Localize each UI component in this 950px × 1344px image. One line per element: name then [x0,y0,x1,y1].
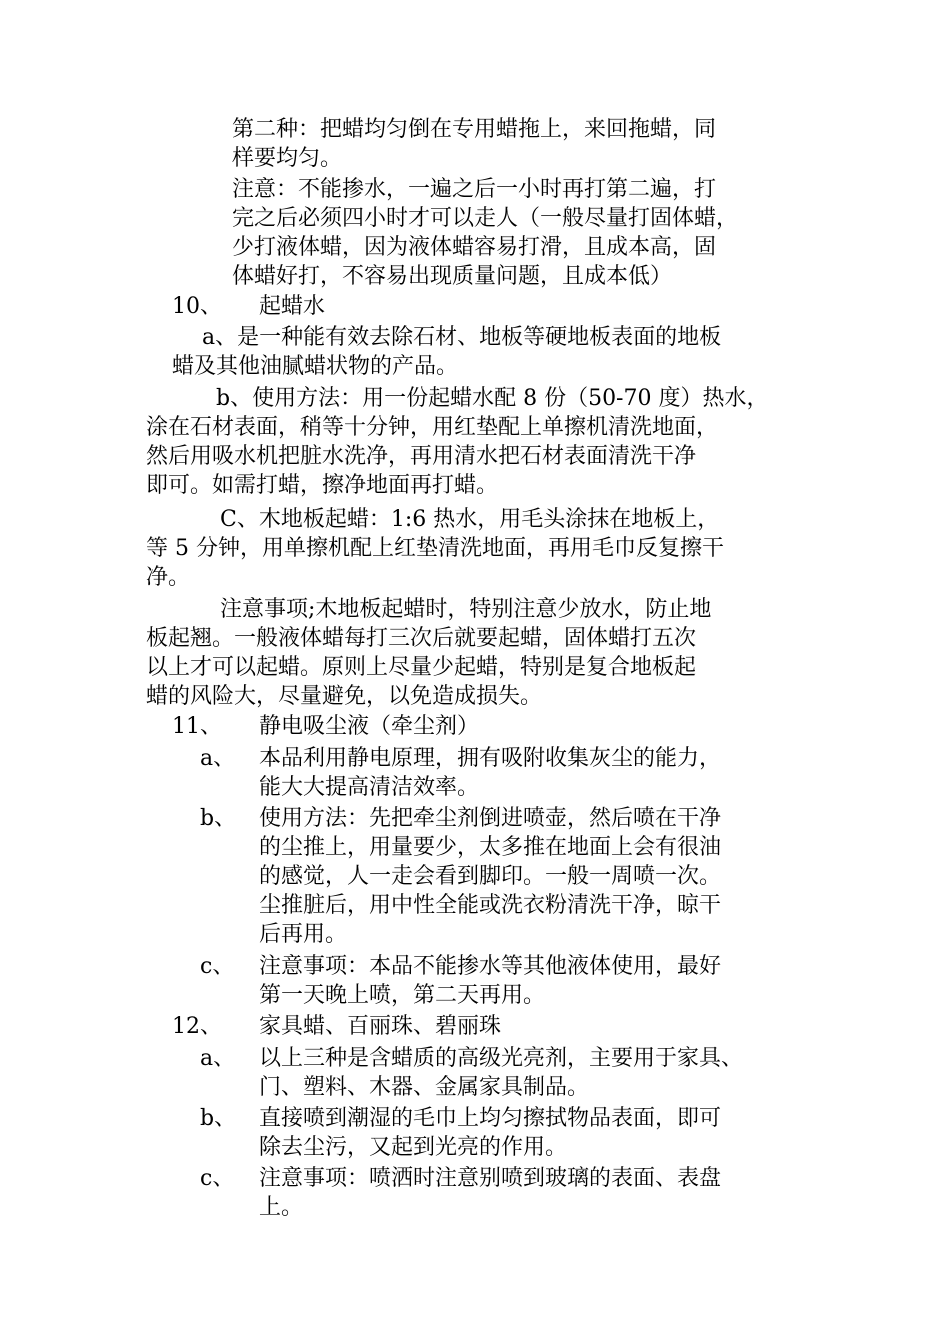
text-line: 板起翘。一般液体蜡每打三次后就要起蜡，固体蜡打五次 [146,626,697,651]
text-line: b、使用方法：用一份起蜡水配 8 份（50-70 度）热水， [216,386,769,411]
text-line: 尘推脏后，用中性全能或洗衣粉清洗干净，晾干 [259,893,722,918]
text-line: 注意事项：本品不能掺水等其他液体使用，最好 [259,954,722,979]
section-12-item-c [259,1164,721,1222]
text-line: 后再用。 [259,922,348,947]
text-line: 涂在石材表面，稍等十分钟，用红垫配上单擦机清洗地面， [146,415,719,440]
section-10-para-a [172,323,721,381]
text-line: 即可。如需打蜡，擦净地面再打蜡。 [146,473,499,498]
section-12-item-c-marker: c、 [200,1166,235,1191]
text-line: 蜡及其他油腻蜡状物的产品。 [172,354,459,379]
text-line: 注意事项;木地板起蜡时，特别注意少放水，防止地 [220,597,712,622]
section-10-title: 起蜡水 [259,294,326,319]
text-line: 使用方法：先把牵尘剂倒进喷壶，然后喷在干净 [259,806,722,831]
section-11-item-a-marker: a、 [200,746,236,771]
section-12-number: 12、 [172,1014,222,1039]
section-10-note [146,595,711,711]
text-line: 的尘推上，用量要少，太多推在地面上会有很油 [259,835,722,860]
section-11-item-a [259,744,721,802]
text-line: 注意事项：喷洒时注意别喷到玻璃的表面、表盘 [259,1166,722,1191]
text-line: 除去尘污，又起到光亮的作用。 [259,1135,568,1160]
text-line: 能大大提高清洁效率。 [259,775,480,800]
text-line: 少打液体蜡，因为液体蜡容易打滑，且成本高，固 [232,235,717,260]
text-line: 门、塑料、木器、金属家具制品。 [259,1075,590,1100]
text-line: 体蜡好打，不容易出现质量问题，且成本低） [232,264,673,289]
wax-note [232,175,738,291]
text-line: 以上才可以起蜡。原则上尽量少起蜡，特别是复合地板起 [146,655,697,680]
text-line: 完之后必须四小时才可以走人（一般尽量打固体蜡， [232,206,739,231]
text-line: 本品利用静电原理，拥有吸附收集灰尘的能力， [259,746,722,771]
text-line: 然后用吸水机把脏水洗净，再用清水把石材表面清洗干净 [146,444,697,469]
text-line: 以上三种是含蜡质的高级光亮剂，主要用于家具、 [259,1046,744,1071]
section-12-item-a [259,1044,743,1102]
section-12-item-a-marker: a、 [200,1046,236,1071]
text-line: 的感觉，人一走会看到脚印。一般一周喷一次。 [259,864,722,889]
text-line: 蜡的风险大，尽量避免，以免造成损失。 [146,684,543,709]
text-line: 样要均匀。 [232,146,343,171]
text-line: 上。 [259,1195,304,1220]
text-line: 净。 [146,565,191,590]
wax-method-two [232,115,716,173]
text-line: 注意：不能掺水，一遍之后一小时再打第二遍，打 [232,177,717,202]
text-line: 等 5 分钟，用单擦机配上红垫清洗地面，再用毛巾反复擦干 [146,536,724,561]
section-11-item-c [259,952,721,1010]
section-11-item-c-marker: c、 [200,954,235,979]
section-12-title: 家具蜡、百丽珠、碧丽珠 [259,1014,502,1039]
text-line: 第一天晚上喷，第二天再用。 [259,983,546,1008]
text-line: 第二种：把蜡均匀倒在专用蜡拖上，来回拖蜡，同 [232,117,717,142]
section-10-para-c [146,505,724,592]
section-11-number: 11、 [172,714,222,739]
section-11-item-b-marker: b、 [200,806,237,831]
text-line: C、木地板起蜡：1:6 热水，用毛头涂抹在地板上， [220,507,720,532]
section-10-para-b [146,384,768,500]
text-line: 直接喷到潮湿的毛巾上均匀擦拭物品表面，即可 [259,1106,722,1131]
section-11-item-b [259,804,721,949]
text-line: a、是一种能有效去除石材、地板等硬地板表面的地板 [202,325,722,350]
section-11-title: 静电吸尘液（牵尘剂） [259,714,480,739]
section-12-item-b [259,1104,721,1162]
section-10-number: 10、 [172,294,222,319]
section-12-item-b-marker: b、 [200,1106,237,1131]
